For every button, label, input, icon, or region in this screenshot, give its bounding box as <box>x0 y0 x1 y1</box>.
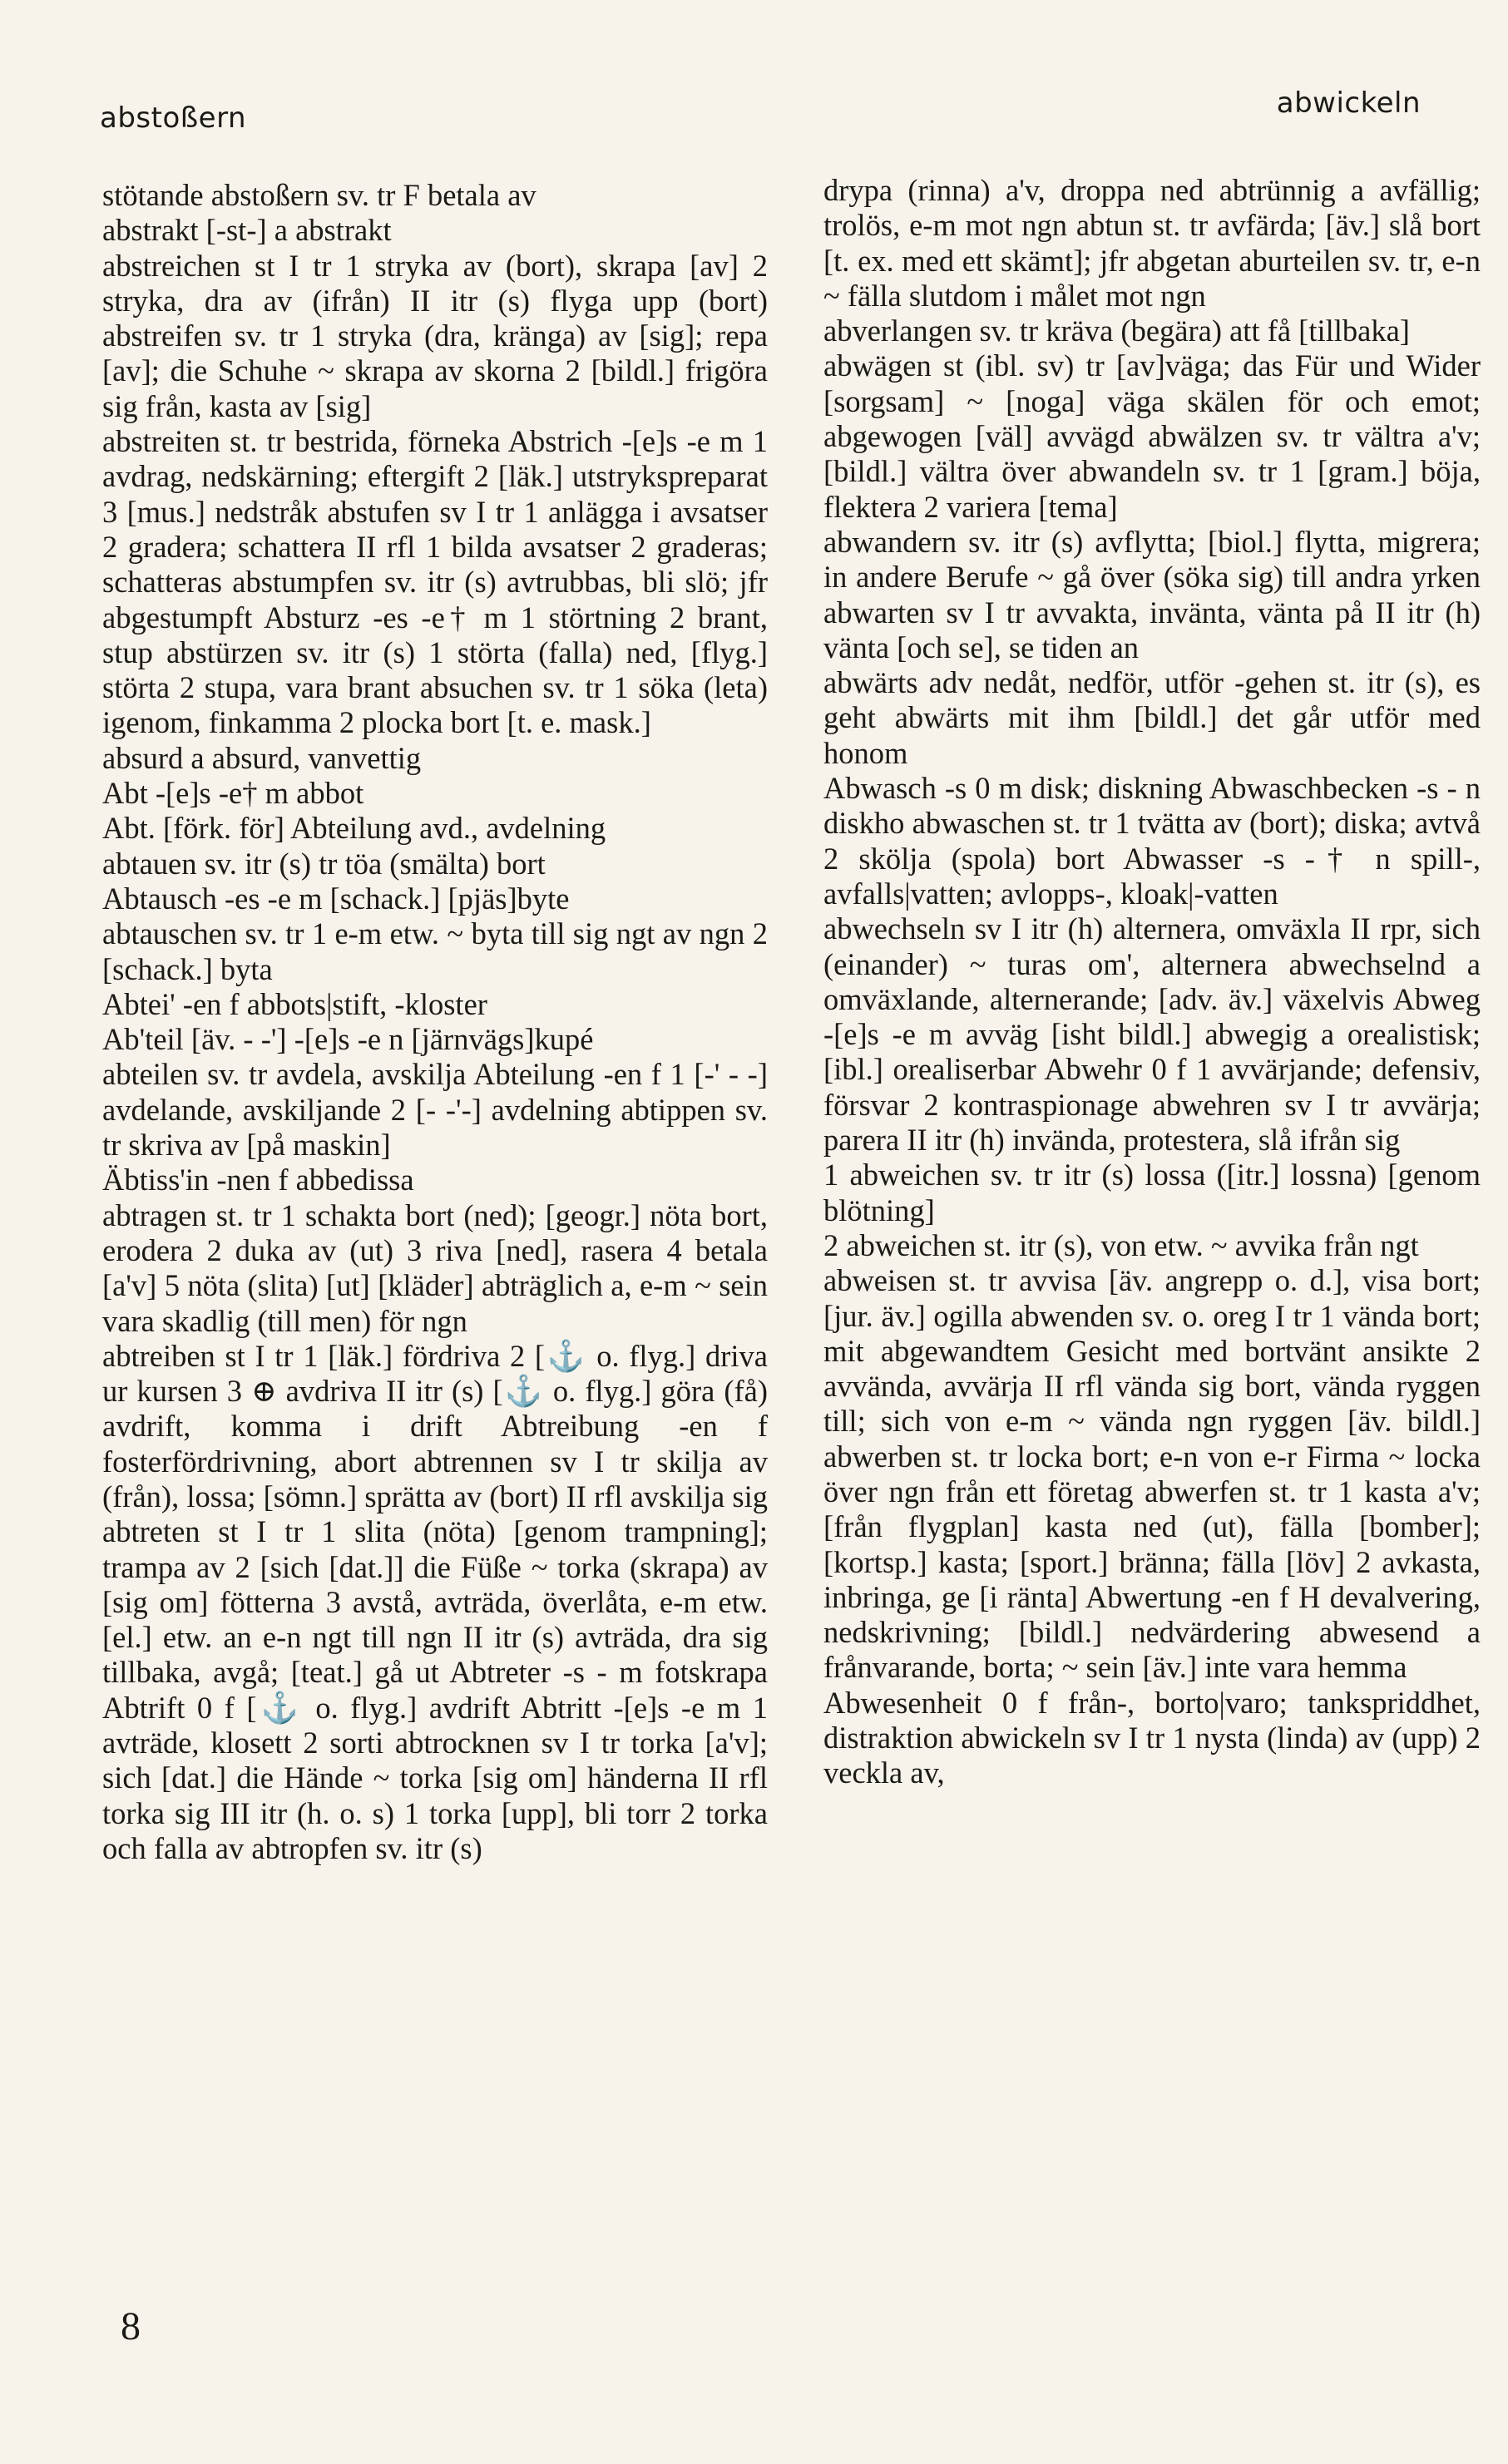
entry-text: Ab'teil [äv. - -'] -[e]s -e n [järnvägs]kupé <box>102 1022 594 1057</box>
entry-text: abwandern sv. itr (s) avflytta; [biol.] flytta, migrera; in andere Berufe ~ gå över (söka sig) till andra yrken abwarten sv I tr avvakta, invänta, vänta på II itr (h) vänta [och se], se tiden an <box>823 524 1481 664</box>
entry-text: absurd a absurd, vanvettig <box>102 740 422 775</box>
entry-text: Abt -[e]s -e† m abbot <box>102 776 364 811</box>
entry-text: abstreichen st I tr 1 stryka av (bort), skrapa [av] 2 stryka, dra av (ifrån) II itr (s) flyga upp (bort) abstreifen sv. tr 1 stryka (dra, kränga) av [sig]; repa [av]; die Schuhe ~ skrapa av skorna 2 [bildl.] frigöra sig från, kasta av [sig] <box>102 248 768 423</box>
entry-text: abtragen st. tr 1 schakta bort (ned); [geogr.] nöta bort, erodera 2 duka av (ut) 3 riva [ned], rasera 4 betala [a'v] 5 nöta (slita) [ut] [kläder] abträglich a, e-m ~ sein vara skadlig (till men) för ngn <box>102 1197 768 1338</box>
right-column <box>823 173 1481 1791</box>
entry-text: abtauen sv. itr (s) tr töa (smälta) bort <box>102 846 546 881</box>
entry-text: abstrakt [-st-] a abstrakt <box>102 213 392 248</box>
entry-text: 2 abweichen st. itr (s), von etw. ~ avvika från ngt <box>823 1227 1419 1262</box>
left-guide-word: abstoßern <box>100 101 247 135</box>
entry-text: abtreiben st I tr 1 [läk.] fördriva 2 [⚓ o. flyg.] driva ur kursen 3 ⊕ avdriva II itr (s) [⚓ o. flyg.] göra (få) avdrift, komma i drift Abtreibung -en f fosterfördrivning, abort abtrennen sv I tr skilja av (från), lossa; [sömn.] sprätta av (bort) II rfl avskilja sig abtreten st I tr 1 slita (nöta) [genom trampning]; trampa av 2 [sich [dat.]] die Füße ~ torka (skrapa) av [sig om] fötterna 3 avstå, avträda, överlåta, e-m etw. [el.] etw. an e-n ngt till ngn II itr (s) avträda, dra sig tillbaka, avgå; [teat.] gå ut Abtreter -s - m fotskrapa Abtrift 0 f [⚓ o. flyg.] avdrift Abtritt -[e]s -e m 1 avträde, klosett 2 sorti abtrocknen sv I tr torka [a'v]; sich [dat.] die Hände ~ torka [sig om] händerna II rfl torka sig III itr (h. o. s) 1 torka [upp], bli torr 2 torka och falla av abtropfen sv. itr (s) <box>102 1338 768 1865</box>
entry-text: Abtei' -en f abbots|stift, -kloster <box>102 986 487 1021</box>
entry-text: drypa (rinna) a'v, droppa ned abtrünnig a avfällig; trolös, e-m mot ngn abtun st. tr avfärda; [äv.] slå bort [t. ex. med ett skämt]; jfr abgetan aburteilen sv. tr, e-n ~ fälla slutdom i målet mot ngn <box>823 173 1481 313</box>
entry-text: abwechseln sv I itr (h) alternera, omväxla II rpr, sich (einander) ~ turas om', alternera abwechselnd a omväxlande, alternerande; [adv. äv.] växelvis Abweg -[e]s -e m avväg [isht bildl.] abwegig a orealistisk; [ibl.] orealiserbar Abwehr 0 f 1 avvärjande; defensiv, försvar 2 kontraspionage abwehren sv I tr avvärja; parera II itr (h) invända, protestera, slå ifrån sig <box>823 911 1481 1158</box>
entry-text: stötande abstoßern sv. tr F betala av <box>102 178 536 212</box>
entry-text: abverlangen sv. tr kräva (begära) att få [tillbaka] <box>823 314 1410 348</box>
entry-text: Abtausch -es -e m [schack.] [pjäs]byte <box>102 881 570 916</box>
entry-text: abtauschen sv. tr 1 e-m etw. ~ byta till sig ngt av ngn 2 [schack.] byta <box>102 916 768 986</box>
entry-text: abweisen st. tr avvisa [äv. angrepp o. d.], visa bort; [jur. äv.] ogilla abwenden sv. o. oreg I tr 1 vända bort; mit abgewandtem Gesicht med bortvänt ansikte 2 avvända, avvärja II rfl vända sig bort, vända ryggen till; sich von e-m ~ vända ngn ryggen [äv. bildl.] abwerben st. tr locka bort; e-n von e-r Firma ~ locka över ngn från ett företag abwerfen st. tr 1 kasta a'v; [från flygplan] kasta ned (ut), fälla [bomber]; [kortsp.] kasta; [sport.] bränna; fälla [löv] 2 avkasta, inbringa, ge [i ränta] Abwertung -en f H devalvering, nedskrivning; [bildl.] nedvärdering abwesend a frånvarande, borta; ~ sein [äv.] inte vara hemma <box>823 1263 1481 1685</box>
right-guide-word: abwickeln <box>1276 86 1421 120</box>
page-number: 8 <box>121 2304 141 2348</box>
entry-text: Abwasch -s 0 m disk; diskning Abwaschbecken -s - n diskho abwaschen st. tr 1 tvätta av (bort); diska; avtvå 2 skölja (spola) bort Abwasser -s -† n spill-, avfalls|vatten; avlopps-, kloak|-vatten <box>823 771 1481 911</box>
entry-text: abteilen sv. tr avdela, avskilja Abteilung -en f 1 [-' - -] avdelande, avskiljande 2 [- -'-] avdelning abtippen sv. tr skriva av [på maskin] <box>102 1057 768 1163</box>
entry-text: Äbtiss'in -nen f abbedissa <box>102 1163 414 1197</box>
entry-text: abwägen st (ibl. sv) tr [av]väga; das Für und Wider [sorgsam] ~ [noga] väga skälen för och emot; abgewogen [väl] avvägd abwälzen sv. tr vältra a'v; [bildl.] vältra över abwandeln sv. tr 1 [gram.] böja, flektera 2 variera [tema] <box>823 348 1481 524</box>
entry-text: abstreiten st. tr bestrida, förneka Abstrich -[e]s -e m 1 avdrag, nedskärning; eftergift 2 [läk.] utstrykspreparat 3 [mus.] nedstråk abstufen sv I tr 1 anlägga i avsatser 2 gradera; schattera II rfl 1 bilda avsatser 2 graderas; schatteras abstumpfen sv. itr (s) avtrubbas, bli slö; jfr abgestumpft Absturz -es -e† m 1 störtning 2 brant, stup abstürzen sv. itr (s) 1 störta (falla) ned, [flyg.] störta 2 stupa, vara brant absuchen sv. tr 1 söka (leta) igenom, finkamma 2 plocka bort [t. e. mask.] <box>102 424 768 740</box>
entry-text: abwärts adv nedåt, nedför, utför -gehen st. itr (s), es geht abwärts mit ihm [bildl.] det går utför med honom <box>823 665 1481 770</box>
entry-text: 1 abweichen sv. tr itr (s) lossa ([itr.] lossna) [genom blötning] <box>823 1158 1481 1227</box>
entry-text: Abwesenheit 0 f från-, borto|varo; tankspriddhet, distraktion abwickeln sv I tr 1 nysta (linda) av (upp) 2 veckla av, <box>823 1685 1481 1790</box>
entry-text: Abt. [förk. för] Abteilung avd., avdelning <box>102 811 606 846</box>
left-column <box>102 178 768 1866</box>
